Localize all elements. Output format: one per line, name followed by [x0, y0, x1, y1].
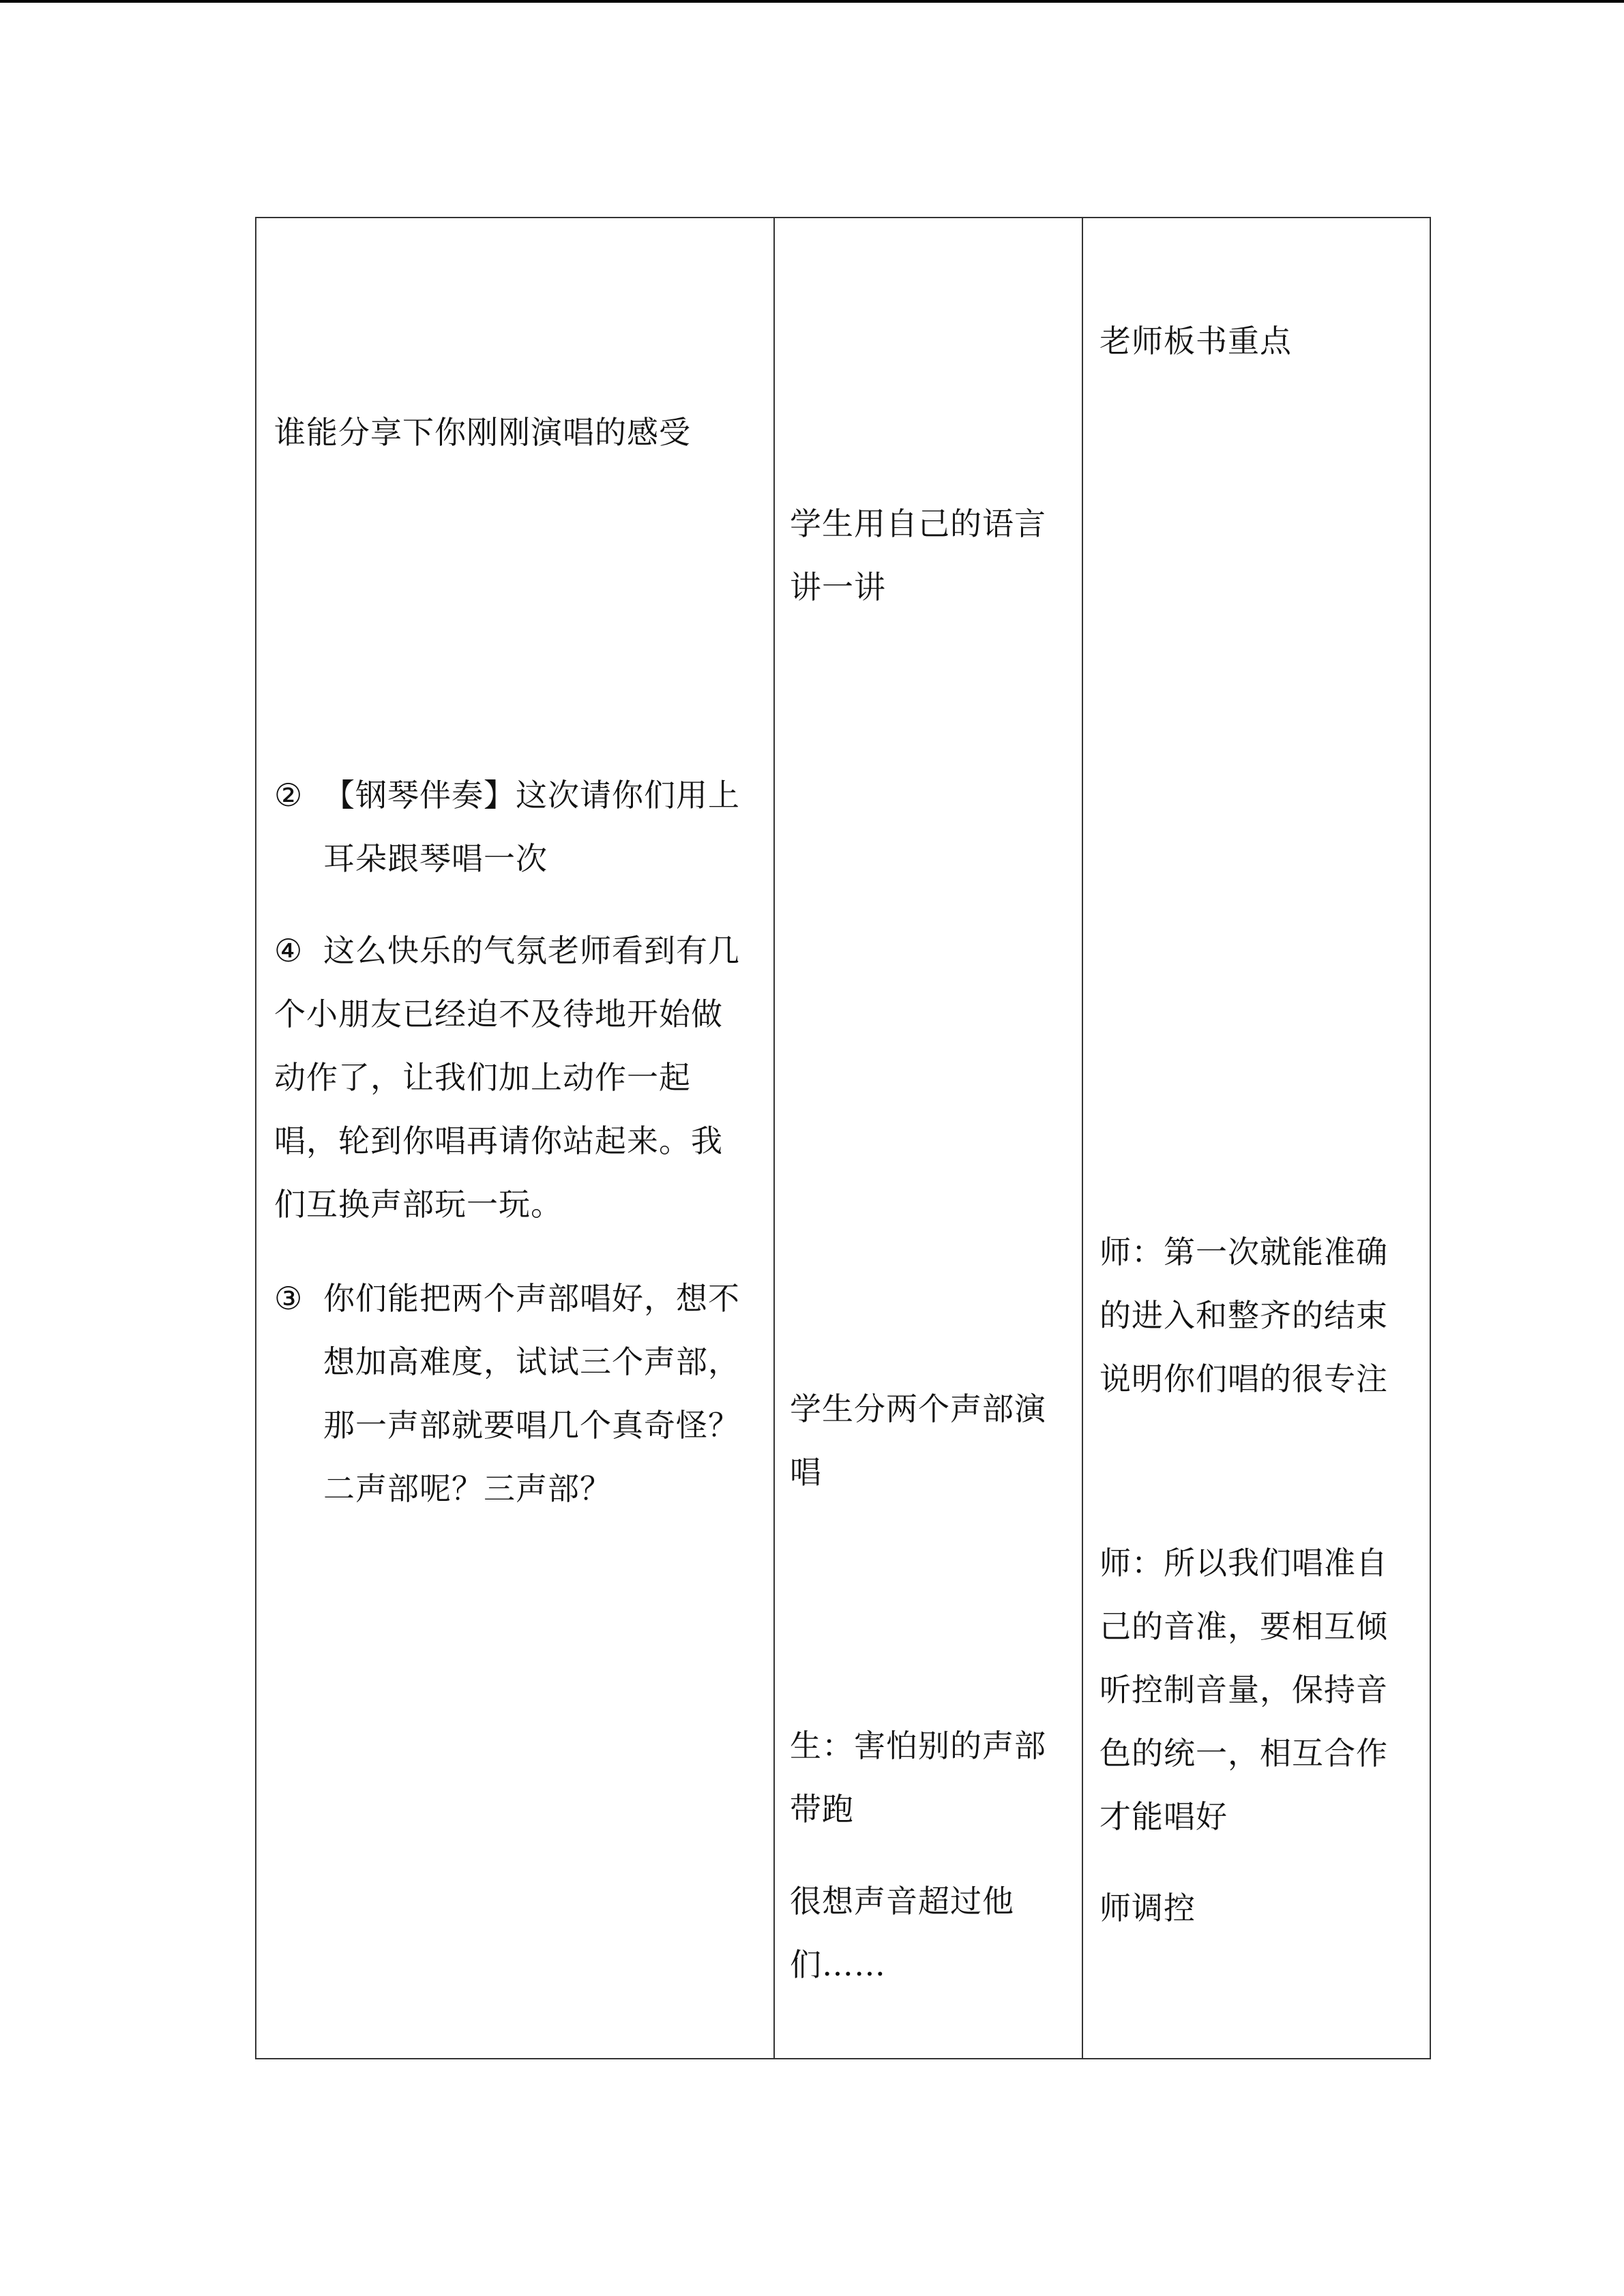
item-4-line-4: 唱，轮到你唱再请你站起来。我	[274, 1122, 723, 1159]
student-block-4	[790, 1870, 1014, 1997]
design-block-1	[1099, 310, 1292, 373]
item-4-line-1: 这么快乐的气氛老师看到有几	[323, 932, 740, 969]
item-3	[274, 1267, 740, 1521]
design-block-4-line-1: 师调控	[1099, 1890, 1196, 1926]
column-divider-1	[773, 218, 775, 2058]
student-block-4-line-2: 们……	[790, 1946, 886, 1983]
item-3-marker: ③	[274, 1280, 304, 1317]
item-4	[274, 919, 740, 1236]
design-block-3-line-4: 色的统一，相互合作	[1099, 1735, 1388, 1772]
item-2-marker: ②	[274, 777, 304, 814]
student-block-4-line-1: 很想声音超过他	[790, 1883, 1014, 1920]
design-block-4	[1099, 1877, 1196, 1940]
student-block-1-line-1: 学生用自己的语言	[790, 505, 1046, 542]
student-block-2	[790, 1377, 1046, 1504]
design-block-2-line-3: 说明你们唱的很专注	[1099, 1360, 1388, 1397]
item-2-line-1: 【钢琴伴奏】这次请你们用上	[323, 777, 740, 814]
student-block-1-line-2: 讲一讲	[790, 569, 886, 606]
student-block-3	[790, 1714, 1046, 1841]
design-block-3-line-5: 才能唱好	[1099, 1798, 1228, 1835]
item-3-line-1: 你们能把两个声部唱好，想不	[323, 1280, 740, 1317]
student-block-1	[790, 492, 1046, 619]
page-top-border	[0, 0, 1624, 3]
item-2-line-2: 耳朵跟琴唱一次	[323, 840, 548, 877]
item-4-line-3: 动作了，让我们加上动作一起	[274, 1059, 691, 1096]
item-2	[274, 764, 740, 891]
design-block-3	[1099, 1532, 1388, 1849]
student-block-2-line-2: 唱	[790, 1454, 822, 1491]
column-divider-2	[1082, 218, 1083, 2058]
design-block-2	[1099, 1221, 1388, 1411]
design-block-3-line-1: 师：所以我们唱准自	[1099, 1545, 1388, 1581]
student-block-3-line-2: 带跑	[790, 1791, 854, 1828]
item-3-line-3: 那一声部就要唱几个真奇怪？	[323, 1407, 740, 1444]
item-4-line-5: 们互换声部玩一玩。	[274, 1186, 563, 1223]
student-block-2-line-1: 学生分两个声部演	[790, 1390, 1046, 1427]
design-block-3-line-2: 己的音准，要相互倾	[1099, 1608, 1388, 1645]
design-block-1-line-1: 老师板书重点	[1099, 323, 1292, 359]
item-3-line-4: 二声部呢？三声部？	[323, 1470, 612, 1507]
item-4-line-2: 个小朋友已经迫不及待地开始做	[274, 996, 723, 1032]
design-block-2-line-2: 的进入和整齐的结束	[1099, 1297, 1388, 1334]
item-4-marker: ④	[274, 932, 304, 969]
student-block-3-line-1: 生：害怕别的声部	[790, 1727, 1046, 1764]
design-block-2-line-1: 师：第一次就能准确	[1099, 1234, 1388, 1270]
share-question: 谁能分享下你刚刚演唱的感受	[274, 414, 691, 451]
item-3-line-2: 想加高难度，试试三个声部，	[323, 1343, 740, 1380]
design-block-3-line-3: 听控制音量，保持音	[1099, 1671, 1388, 1708]
